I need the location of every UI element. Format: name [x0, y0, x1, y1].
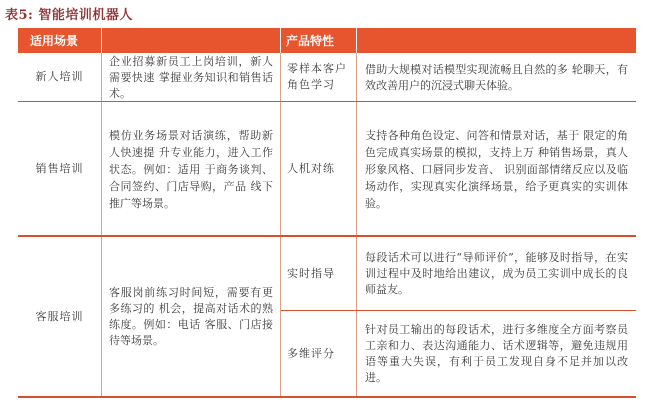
header-scenario-desc-spacer — [102, 28, 281, 53]
feature-description: 针对员工输出的每段话术，进行多维度全方面考察员工亲和力、表达沟通能力、话术逻辑等，避免违规用语等重大失误，有利于员工发现自身不足并加以改进。 — [365, 323, 628, 384]
feature-name: 实时指导 — [281, 237, 357, 310]
header-feature-desc-spacer — [357, 28, 636, 53]
scenario-description: 客服岗前练习时间短，需要有更多练习的 机会，提高对话术的熟练度。例如：电话 客服、门店接待等场景。 — [102, 237, 281, 396]
header-scenario: 适用场景 — [18, 28, 102, 53]
feature-description: 支持各种角色设定、问答和情景对话，基于 限定的角色完成真实场景的模拟，支持上万 种销售场景，真人形象风格、口唇同步发音、 识别面部情绪反应以及临场动作，实现真实化演绎场景，给予更真实的实训体验。 — [365, 128, 628, 210]
feature-description: 每段话术可以进行“导师评价”，能够及时指导，在实训过程中及时地给出建议，成为员工实训中成长的良师益友。 — [365, 251, 628, 296]
scenario-name: 客服培训 — [18, 237, 102, 396]
table-title: 表5: 智能培训机器人 — [5, 8, 133, 23]
feature-name: 零样本客户角色学习 — [281, 53, 357, 101]
table-header-row — [18, 28, 636, 53]
feature-name: 人机对练 — [281, 102, 357, 235]
feature-subrows — [281, 237, 636, 396]
feature-subrow-realtime-guidance — [281, 237, 636, 311]
table-row-sales-training — [18, 102, 636, 237]
table-row-newhire-training — [18, 53, 636, 102]
scenario-description: 模仿业务场景对话演练，帮助新人快速提 升专业能力，进入工作状态。例如：适用 于商务谈判、合同签约、门店导购，产品 线下推广等场景。 — [102, 102, 281, 235]
training-robot-table — [18, 28, 636, 398]
feature-subrow-multidim-scoring — [281, 311, 636, 396]
feature-name: 多维评分 — [281, 311, 357, 396]
scenario-description: 企业招募新员工上岗培训，新人需要快速 掌握业务知识和销售话术。 — [102, 53, 281, 101]
scenario-name: 新人培训 — [18, 53, 102, 101]
feature-description: 借助大规模对话模型实现流畅且自然的多 轮聊天，有效改善用户的沉浸式聊天体验。 — [365, 62, 628, 92]
scenario-name: 销售培训 — [18, 102, 102, 235]
header-feature: 产品特性 — [281, 28, 357, 53]
table-row-service-training — [18, 237, 636, 398]
